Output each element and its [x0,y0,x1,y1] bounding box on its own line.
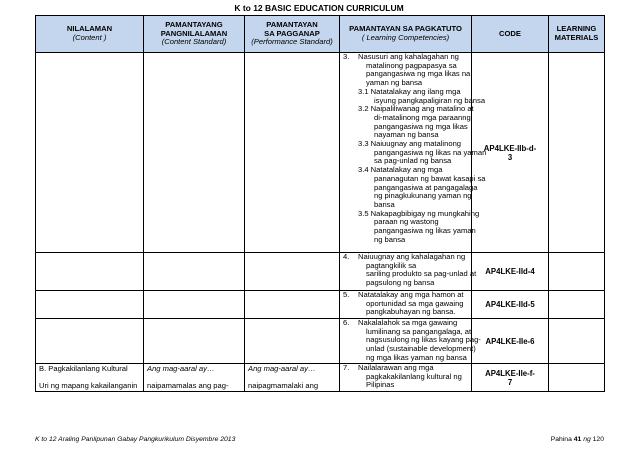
competency-line: paraan ng wastong [374,217,439,227]
content-text: Uri ng mapang kakailanganin [39,381,138,390]
content-standard-cell [144,364,245,392]
table-row [36,364,605,392]
competency-line: ng bansa [374,234,406,244]
performance-standard-cell [245,319,340,364]
content-standard-cell [144,319,245,364]
competency-line: pagsulong ng bansa [366,278,435,288]
materials-cell [549,319,605,364]
competency-line: Nailalarawan ang mga [358,363,434,372]
competency-line: Natatalakay ang mga hamon at [358,290,464,299]
page-footer [35,435,604,444]
performance-standard-intro: Ang mag-aaral ay… [248,364,316,373]
competency-number: 3. [343,52,350,61]
table-row [36,253,605,291]
competency-line: 3.5 Nakapagbibigay ng mungkahing [358,208,480,218]
competency-cell [340,318,481,364]
competency-line: Naiuugnay ang kahalagahan ng [358,252,466,261]
competency-line: pananagutan ng bawat kasapi sa [374,173,486,183]
page-number: Pahina 41 ng 120 [550,436,604,443]
materials-cell [549,253,605,291]
content-cell [36,253,144,291]
header-content-standard: PAMANTAYANG PANGNILALAMAN (Content Standard) [144,16,245,53]
competency-line: sariling produkto sa pag-unlad at [366,269,477,279]
competency-line: yaman ng bansa [366,78,423,88]
competency-line: pagkakakilanlang kultural ng [366,371,462,381]
content-standard-cell [144,253,245,291]
header-code: CODE [472,16,549,53]
content-heading: B. Pagkakilanlang Kultural [39,364,128,373]
competency-line: pagtangkilik sa [366,260,417,270]
competency-line: ng pinagkukunang yaman ng [374,191,472,201]
content-cell [36,364,144,392]
content-standard-cell [144,53,245,253]
competency-number: 4. [343,252,350,261]
competency-line: Nasusuri ang kahalagahan ng [358,52,459,61]
performance-standard-cell [245,53,340,253]
code-cell [472,291,549,319]
performance-standard-cell [245,364,340,392]
competency-line: oportunidad sa mga gawaing [366,298,464,308]
competency-code: AP4LKE-IIe-f- [485,368,535,378]
competency-line: pangangasiwa ng mga likas [374,121,468,131]
competency-line: Pilipinas [366,380,395,390]
competency-line: ng mga likas yaman ng bansa [366,352,467,362]
competency-line: pangkabuhayan ng bansa. [366,307,456,317]
competency-code: AP4LKE-IId-4 [485,267,535,276]
competency-cell [340,52,487,253]
competency-cell [340,364,472,392]
table-row [36,319,605,364]
competency-code: AP4LKE-IId-5 [485,300,535,309]
content-standard-cell [144,291,245,319]
footer-document-title: K to 12 Araling Panlipunan Gabay Pangkurikulum Disyembre 2013 [35,436,236,443]
competency-code: 3 [507,152,513,162]
competency-line: 3.3 Naiuugnay ang matalinong [358,139,462,149]
materials-cell [549,53,605,253]
competency-line: 3.1 Natatalakay ang ilang mga [358,86,461,96]
code-cell [472,364,549,392]
content-cell [36,319,144,364]
performance-standard-cell [245,253,340,291]
competency-code: 7 [507,377,513,387]
header-learning-competencies: PAMANTAYAN SA PAGKATUTO ( Learning Competencies) [340,16,472,53]
competency-line: sa pag-unlad ng bansa [374,156,452,166]
table-row [36,53,605,253]
competency-line: lumilinang sa pangangalaga, at [366,326,472,336]
competency-line: pangangasiwa ng mga likas na [366,69,471,79]
competency-number: 6. [343,318,350,327]
curriculum-table [35,15,605,392]
header-content: NILALAMAN (Content ) [36,16,144,53]
content-cell [36,53,144,253]
competency-code: AP4LKE-IIb-d- [483,143,537,153]
competency-line: 3.2 Naipaliliwanag ang matalino at [358,104,474,114]
performance-standard-text: naipagmamalaki ang [248,381,319,390]
competency-line: bansa [374,199,395,209]
competency-cell [340,291,472,319]
table-row [36,291,605,319]
header-learning-materials: LEARNING MATERIALS [549,16,605,53]
competency-line: 3.4 Natatalakay ang mga [358,165,443,175]
competency-cell [340,252,477,291]
competency-line: Nakalalahok sa mga gawaing [358,318,458,327]
competency-line: nagsusulong ng likas kayang pag- [366,335,481,345]
competency-code: AP4LKE-IIe-6 [485,336,535,346]
code-cell [472,253,549,291]
competency-line: unlad (sustainable development) [366,344,476,354]
header-performance-standard: PAMANTAYAN SA PAGGANAP (Performance Standard) [245,16,340,53]
content-cell [36,291,144,319]
page-title: K to 12 BASIC EDUCATION CURRICULUM [234,3,404,13]
competency-number: 5. [343,290,350,299]
header-row [36,16,605,53]
competency-number: 7. [343,363,350,372]
competency-line: di-matalinong mga paraanng [374,112,471,122]
competency-line: nayaman ng bansa [374,130,439,140]
competency-line: isyung pangkapaligiran ng bansa [374,95,486,105]
code-cell [472,319,549,364]
content-standard-intro: Ang mag-aaral ay… [147,364,215,373]
competency-line: matalinong pagpapasya sa [366,60,457,70]
performance-standard-cell [245,291,340,319]
competency-line: pangangasiwa ng likas na yaman [374,147,487,157]
competency-line: pangangasiwa ng likas yaman [374,226,476,236]
content-standard-text: naipamamalas ang pag- [147,381,229,390]
competency-line: pangangasiwa at pangagalaga [374,182,478,192]
materials-cell [549,364,605,392]
materials-cell [549,291,605,319]
